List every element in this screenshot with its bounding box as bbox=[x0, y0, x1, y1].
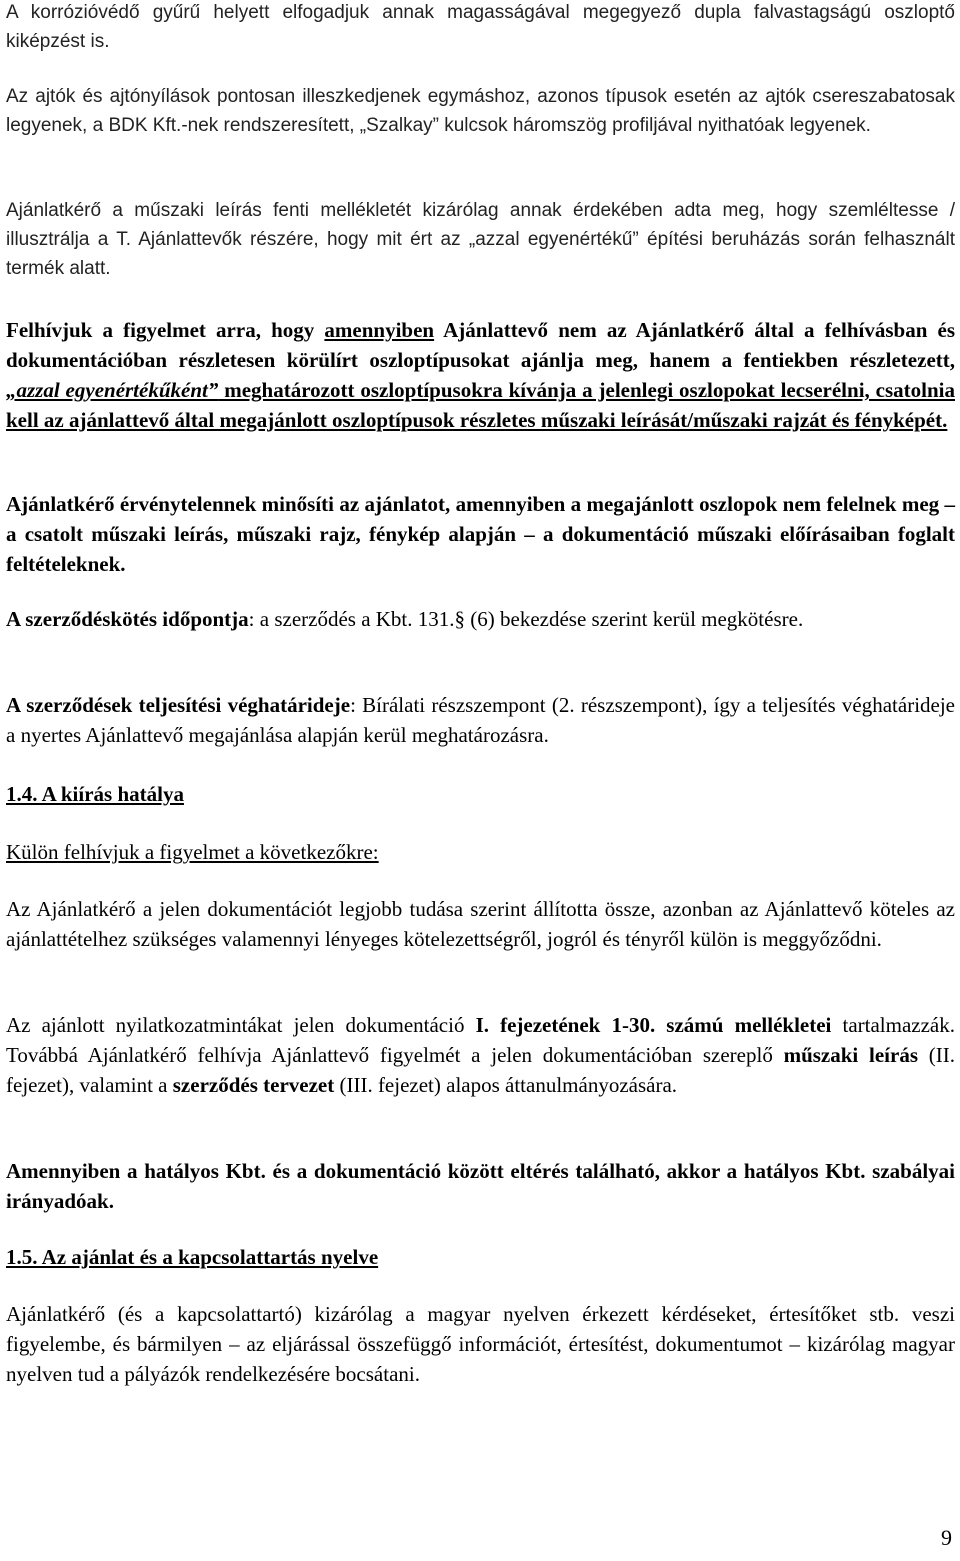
p10-bold-technical: műszaki leírás bbox=[783, 1043, 918, 1067]
paragraph-contract-date bbox=[6, 604, 803, 634]
paragraph-technical-annex: Ajánlatkérő a műszaki leírás fenti mellékletét kizárólag annak érdekében adta meg, hogy szemléltesse / illusztrálja a T. Ajánlattevők részére, hogy mit ért az „azzal egyenértékű” építési beruházás során felhasznált termék alatt. bbox=[6, 200, 955, 279]
contract-date-label: A szerződéskötés időpontja bbox=[6, 607, 249, 631]
deadline-label: A szerződések teljesítési véghatárideje bbox=[6, 693, 351, 717]
section-heading-1-5: 1.5. Az ajánlat és a kapcsolattartás nyelve bbox=[6, 1245, 379, 1269]
paragraph-templates bbox=[6, 1010, 955, 1100]
p10-bold-chapter: I. fejezetének 1-30. számú mellékletei bbox=[475, 1013, 832, 1037]
contract-date-text: : a szerződés a Kbt. 131.§ (6) bekezdése szerint kerül megkötésre. bbox=[248, 607, 804, 631]
paragraph-corrosion-ring: A korrózióvédő gyűrű helyett elfogadjuk annak magasságával megegyező dupla falvastagságú oszloptő kiképzést is. bbox=[6, 2, 955, 52]
p10-text-2: tartalmazzák. Továbbá Ajánlatkérő felhívja Ajánlattevő figyelmét a jelen dokumentációban szereplő bbox=[6, 1013, 955, 1067]
paragraph-kbt-precedence: Amennyiben a hatályos Kbt. és a dokumentáció között eltérés található, akkor a hatályos Kbt. szabályai irányadóak. bbox=[6, 1159, 955, 1213]
section-heading-1-4: 1.4. A kiírás hatálya bbox=[6, 782, 184, 806]
p10-text-3: (II. fejezet), valamint a bbox=[6, 1043, 955, 1097]
paragraph-equivalent-notice bbox=[6, 315, 955, 435]
p10-bold-contract: szerződés tervezet bbox=[172, 1073, 335, 1097]
p4-italic-equivalent: „azzal egyenértékűként” bbox=[6, 378, 219, 402]
p10-text-4: (III. fejezet) alapos áttanulmányozására. bbox=[334, 1073, 678, 1097]
paragraph-documentation: Az Ajánlatkérő a jelen dokumentációt legjobb tudása szerint állította össze, azonban az Ajánlattevő köteles az ajánlattételhez szükséges valamennyi lényeges kötelezettségről, jogról és tényről külön is meggyőződni. bbox=[6, 897, 955, 951]
paragraph-doors: Az ajtók és ajtónyílások pontosan illeszkedjenek egymáshoz, azonos típusok esetén az ajtók csereszabatosak legyenek, a BDK Kft.-nek rendszeresített, „Szalkay” kulcsok háromszög profiljával nyithatóak legyenek. bbox=[6, 86, 955, 136]
paragraph-deadline bbox=[6, 690, 955, 750]
paragraph-attention: Külön felhívjuk a figyelmet a következőkre: bbox=[6, 840, 379, 864]
paragraph-language: Ajánlatkérő (és a kapcsolattartó) kizárólag a magyar nyelven érkezett kérdéseket, értesítőket stb. veszi figyelembe, és bármilyen – az eljárással összefüggő információt, értesítést, dokumentumot – kizárólag magyar nyelven tud a pályázók rendelkezésére bocsátani. bbox=[6, 1302, 955, 1386]
p4-underlined-amennyiben: amennyiben bbox=[324, 318, 435, 342]
p4-text-2: Ajánlattevő nem az Ajánlatkérő által a felhívásban és dokumentációban részletesen körülírt oszloptípusokat ajánlja meg, hanem a fentiekben részletezett, bbox=[6, 318, 956, 372]
p4-underlined-tail: meghatározott oszloptípusokra kívánja a jelenlegi oszlopokat lecserélni, csatolnia kell az ajánlattevő által megajánlott oszloptípusok részletes műszaki leírását/műszaki rajzát és fényképét. bbox=[6, 378, 955, 432]
p10-text-1: Az ajánlott nyilatkozatmintákat jelen dokumentáció bbox=[6, 1013, 476, 1037]
paragraph-invalid-offer: Ajánlatkérő érvénytelennek minősíti az ajánlatot, amennyiben a megajánlott oszlopok nem felelnek meg – a csatolt műszaki leírás, műszaki rajz, fénykép alapján – a dokumentáció műszaki előírásaiban foglalt feltételeknek. bbox=[6, 492, 955, 576]
page-number: 9 bbox=[941, 1525, 952, 1550]
p4-text-1: Felhívjuk a figyelmet arra, hogy bbox=[6, 318, 325, 342]
deadline-text: : Bírálati részszempont (2. részszempont), így a teljesítés véghatárideje a nyertes Ajánlattevő megajánlása alapján kerül meghatározásra. bbox=[6, 693, 956, 747]
